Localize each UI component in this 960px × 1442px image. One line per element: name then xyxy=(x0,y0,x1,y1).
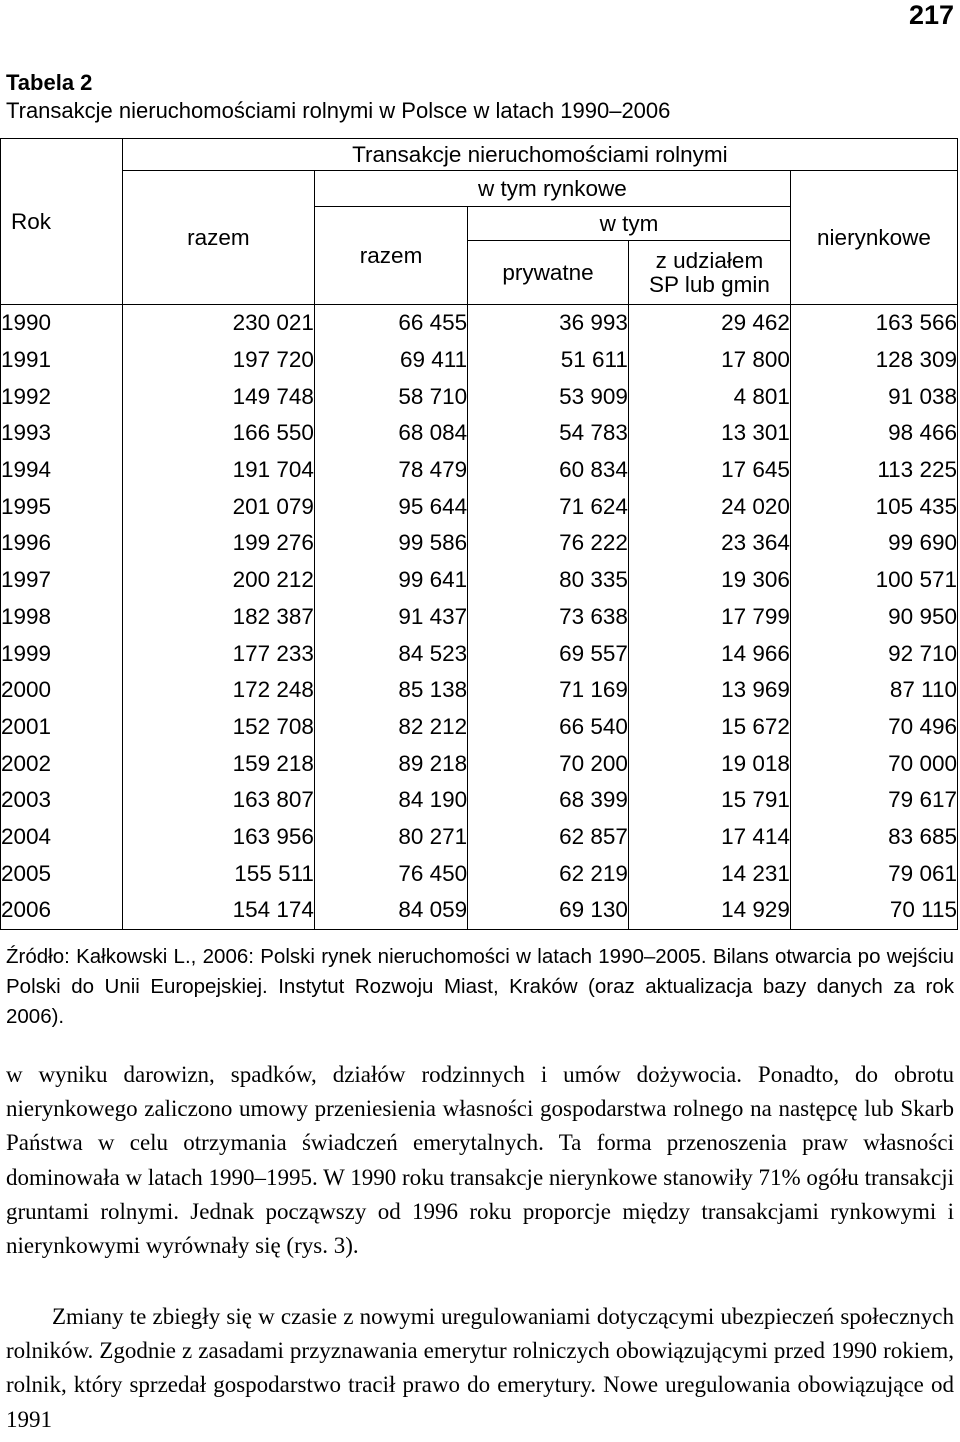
cell-razem: 230 021 xyxy=(122,305,314,342)
cell-rok: 2005 xyxy=(1,855,123,892)
cell-prywatne: 69 130 xyxy=(468,892,629,929)
cell-z-udzialem: 29 462 xyxy=(628,305,790,342)
cell-prywatne: 70 200 xyxy=(468,745,629,782)
cell-nierynkowe: 99 690 xyxy=(790,525,957,562)
cell-razem: 159 218 xyxy=(122,745,314,782)
body-paragraph-1: w wyniku darowizn, spadków, działów rodzinnych i umów dożywocia. Ponadto, do obrotu nierynkowego zaliczono umowy przeniesienia własności gospodarstwa rolnego na następcę lub Skarb Państwa w celu otrzymania świadczeń emerytalnych. Ta forma przenoszenia praw własności dominowała w latach 1990–1995. W 1990 roku transakcje nierynkowe stanowiły 71% ogółu transakcji gruntami rolnymi. Jednak począwszy od 1996 roku proporcje między transakcjami rynkowymi i nierynkowymi wyrównały się (rys. 3). xyxy=(6,1062,954,1259)
cell-razem: 155 511 xyxy=(122,855,314,892)
cell-rok: 1995 xyxy=(1,488,123,525)
cell-razem: 154 174 xyxy=(122,892,314,929)
table-row xyxy=(1,599,958,636)
cell-rok: 1993 xyxy=(1,415,123,452)
table-row xyxy=(1,525,958,562)
cell-nierynkowe: 70 496 xyxy=(790,709,957,746)
cell-prywatne: 66 540 xyxy=(468,709,629,746)
cell-z-udzialem: 14 929 xyxy=(628,892,790,929)
table-row xyxy=(1,635,958,672)
table-row xyxy=(1,855,958,892)
cell-nierynkowe: 128 309 xyxy=(790,342,957,379)
header-prywatne: prywatne xyxy=(468,241,629,305)
cell-rok: 1991 xyxy=(1,342,123,379)
cell-rok: 2004 xyxy=(1,819,123,856)
cell-razem-rynkowe: 76 450 xyxy=(314,855,467,892)
cell-razem: 191 704 xyxy=(122,452,314,489)
cell-rok: 2000 xyxy=(1,672,123,709)
cell-nierynkowe: 92 710 xyxy=(790,635,957,672)
table-row xyxy=(1,342,958,379)
cell-nierynkowe: 105 435 xyxy=(790,488,957,525)
cell-nierynkowe: 70 115 xyxy=(790,892,957,929)
cell-z-udzialem: 17 645 xyxy=(628,452,790,489)
cell-razem-rynkowe: 85 138 xyxy=(314,672,467,709)
cell-prywatne: 53 909 xyxy=(468,378,629,415)
cell-z-udzialem: 23 364 xyxy=(628,525,790,562)
cell-z-udzialem: 14 966 xyxy=(628,635,790,672)
cell-rok: 2001 xyxy=(1,709,123,746)
cell-razem-rynkowe: 69 411 xyxy=(314,342,467,379)
table-row xyxy=(1,415,958,452)
table-label: Tabela 2 xyxy=(6,70,93,95)
header-razem: razem xyxy=(122,171,314,305)
cell-razem: 163 807 xyxy=(122,782,314,819)
cell-prywatne: 62 857 xyxy=(468,819,629,856)
cell-rok: 1999 xyxy=(1,635,123,672)
table-row xyxy=(1,378,958,415)
data-table xyxy=(0,138,958,930)
header-group: Transakcje nieruchomościami rolnymi xyxy=(122,139,957,171)
table-row xyxy=(1,672,958,709)
cell-rok: 2006 xyxy=(1,892,123,929)
cell-prywatne: 36 993 xyxy=(468,305,629,342)
header-z-udzialem-line1: z udziałem xyxy=(655,247,764,273)
cell-razem: 149 748 xyxy=(122,378,314,415)
cell-razem-rynkowe: 91 437 xyxy=(314,599,467,636)
header-z-udzialem-line2: SP lub gmin xyxy=(648,271,770,297)
header-w-tym: w tym xyxy=(468,207,791,241)
cell-razem-rynkowe: 84 190 xyxy=(314,782,467,819)
cell-rok: 2003 xyxy=(1,782,123,819)
cell-nierynkowe: 98 466 xyxy=(790,415,957,452)
cell-rok: 1996 xyxy=(1,525,123,562)
cell-z-udzialem: 15 672 xyxy=(628,709,790,746)
table-row xyxy=(1,819,958,856)
cell-z-udzialem: 14 231 xyxy=(628,855,790,892)
header-rok: Rok xyxy=(1,139,123,305)
cell-razem-rynkowe: 84 523 xyxy=(314,635,467,672)
cell-prywatne: 62 219 xyxy=(468,855,629,892)
table-row xyxy=(1,452,958,489)
table-row xyxy=(1,709,958,746)
cell-rok: 2002 xyxy=(1,745,123,782)
table-row xyxy=(1,562,958,599)
table-row xyxy=(1,488,958,525)
cell-z-udzialem: 19 306 xyxy=(628,562,790,599)
cell-rok: 1994 xyxy=(1,452,123,489)
cell-razem-rynkowe: 66 455 xyxy=(314,305,467,342)
cell-prywatne: 76 222 xyxy=(468,525,629,562)
cell-razem-rynkowe: 95 644 xyxy=(314,488,467,525)
cell-z-udzialem: 19 018 xyxy=(628,745,790,782)
cell-rok: 1992 xyxy=(1,378,123,415)
cell-razem-rynkowe: 68 084 xyxy=(314,415,467,452)
cell-prywatne: 69 557 xyxy=(468,635,629,672)
cell-z-udzialem: 13 969 xyxy=(628,672,790,709)
cell-razem-rynkowe: 80 271 xyxy=(314,819,467,856)
header-nierynkowe: nierynkowe xyxy=(790,171,957,305)
cell-razem: 163 956 xyxy=(122,819,314,856)
header-w-tym-rynkowe: w tym rynkowe xyxy=(314,171,790,207)
cell-z-udzialem: 24 020 xyxy=(628,488,790,525)
cell-nierynkowe: 83 685 xyxy=(790,819,957,856)
cell-razem-rynkowe: 78 479 xyxy=(314,452,467,489)
cell-nierynkowe: 79 061 xyxy=(790,855,957,892)
cell-razem: 182 387 xyxy=(122,599,314,636)
cell-nierynkowe: 79 617 xyxy=(790,782,957,819)
table-title: Transakcje nieruchomościami rolnymi w Polsce w latach 1990–2006 xyxy=(6,98,671,123)
cell-razem-rynkowe: 89 218 xyxy=(314,745,467,782)
cell-nierynkowe: 90 950 xyxy=(790,599,957,636)
table-header xyxy=(1,139,958,305)
table-row xyxy=(1,782,958,819)
cell-prywatne: 73 638 xyxy=(468,599,629,636)
source-note: Źródło: Kałkowski L., 2006: Polski rynek nieruchomości w latach 1990–2005. Bilans otwarcia po wejściu Polski do Unii Europejskiej. Instytut Rozwoju Miast, Kraków (oraz aktualizacja bazy danych za rok 2006). xyxy=(6,945,954,1028)
page-number: 217 xyxy=(908,0,954,30)
cell-razem: 197 720 xyxy=(122,342,314,379)
cell-z-udzialem: 17 799 xyxy=(628,599,790,636)
body-paragraph-2: Zmiany te zbiegły się w czasie z nowymi uregulowaniami dotyczącymi ubezpieczeń społecznych rolników. Zgodnie z zasadami przyznawania emerytur rolniczych obowiązującymi przed 1990 rokiem, rolnik, który sprzedał gospodarstwo tracił prawo do emerytury. Nowe uregulowania obowiązujące od 1991 xyxy=(6,1304,954,1432)
cell-prywatne: 71 624 xyxy=(468,488,629,525)
cell-razem-rynkowe: 99 586 xyxy=(314,525,467,562)
cell-rok: 1997 xyxy=(1,562,123,599)
cell-z-udzialem: 13 301 xyxy=(628,415,790,452)
cell-prywatne: 80 335 xyxy=(468,562,629,599)
header-razem-rynkowe: razem xyxy=(314,207,467,305)
cell-razem: 172 248 xyxy=(122,672,314,709)
table-row xyxy=(1,305,958,342)
cell-razem: 199 276 xyxy=(122,525,314,562)
cell-prywatne: 54 783 xyxy=(468,415,629,452)
cell-razem: 177 233 xyxy=(122,635,314,672)
cell-nierynkowe: 91 038 xyxy=(790,378,957,415)
cell-nierynkowe: 113 225 xyxy=(790,452,957,489)
cell-razem: 201 079 xyxy=(122,488,314,525)
cell-nierynkowe: 100 571 xyxy=(790,562,957,599)
cell-prywatne: 60 834 xyxy=(468,452,629,489)
cell-z-udzialem: 17 800 xyxy=(628,342,790,379)
cell-rok: 1990 xyxy=(1,305,123,342)
cell-prywatne: 68 399 xyxy=(468,782,629,819)
cell-prywatne: 71 169 xyxy=(468,672,629,709)
cell-razem-rynkowe: 99 641 xyxy=(314,562,467,599)
table-row xyxy=(1,892,958,929)
table-body xyxy=(1,305,958,930)
cell-z-udzialem: 17 414 xyxy=(628,819,790,856)
cell-rok: 1998 xyxy=(1,599,123,636)
cell-razem-rynkowe: 84 059 xyxy=(314,892,467,929)
cell-razem: 166 550 xyxy=(122,415,314,452)
table-row xyxy=(1,745,958,782)
cell-z-udzialem: 15 791 xyxy=(628,782,790,819)
cell-razem-rynkowe: 58 710 xyxy=(314,378,467,415)
cell-nierynkowe: 70 000 xyxy=(790,745,957,782)
cell-z-udzialem: 4 801 xyxy=(628,378,790,415)
cell-razem: 200 212 xyxy=(122,562,314,599)
cell-nierynkowe: 163 566 xyxy=(790,305,957,342)
cell-razem: 152 708 xyxy=(122,709,314,746)
cell-nierynkowe: 87 110 xyxy=(790,672,957,709)
header-z-udzialem xyxy=(628,241,790,305)
cell-prywatne: 51 611 xyxy=(468,342,629,379)
cell-razem-rynkowe: 82 212 xyxy=(314,709,467,746)
